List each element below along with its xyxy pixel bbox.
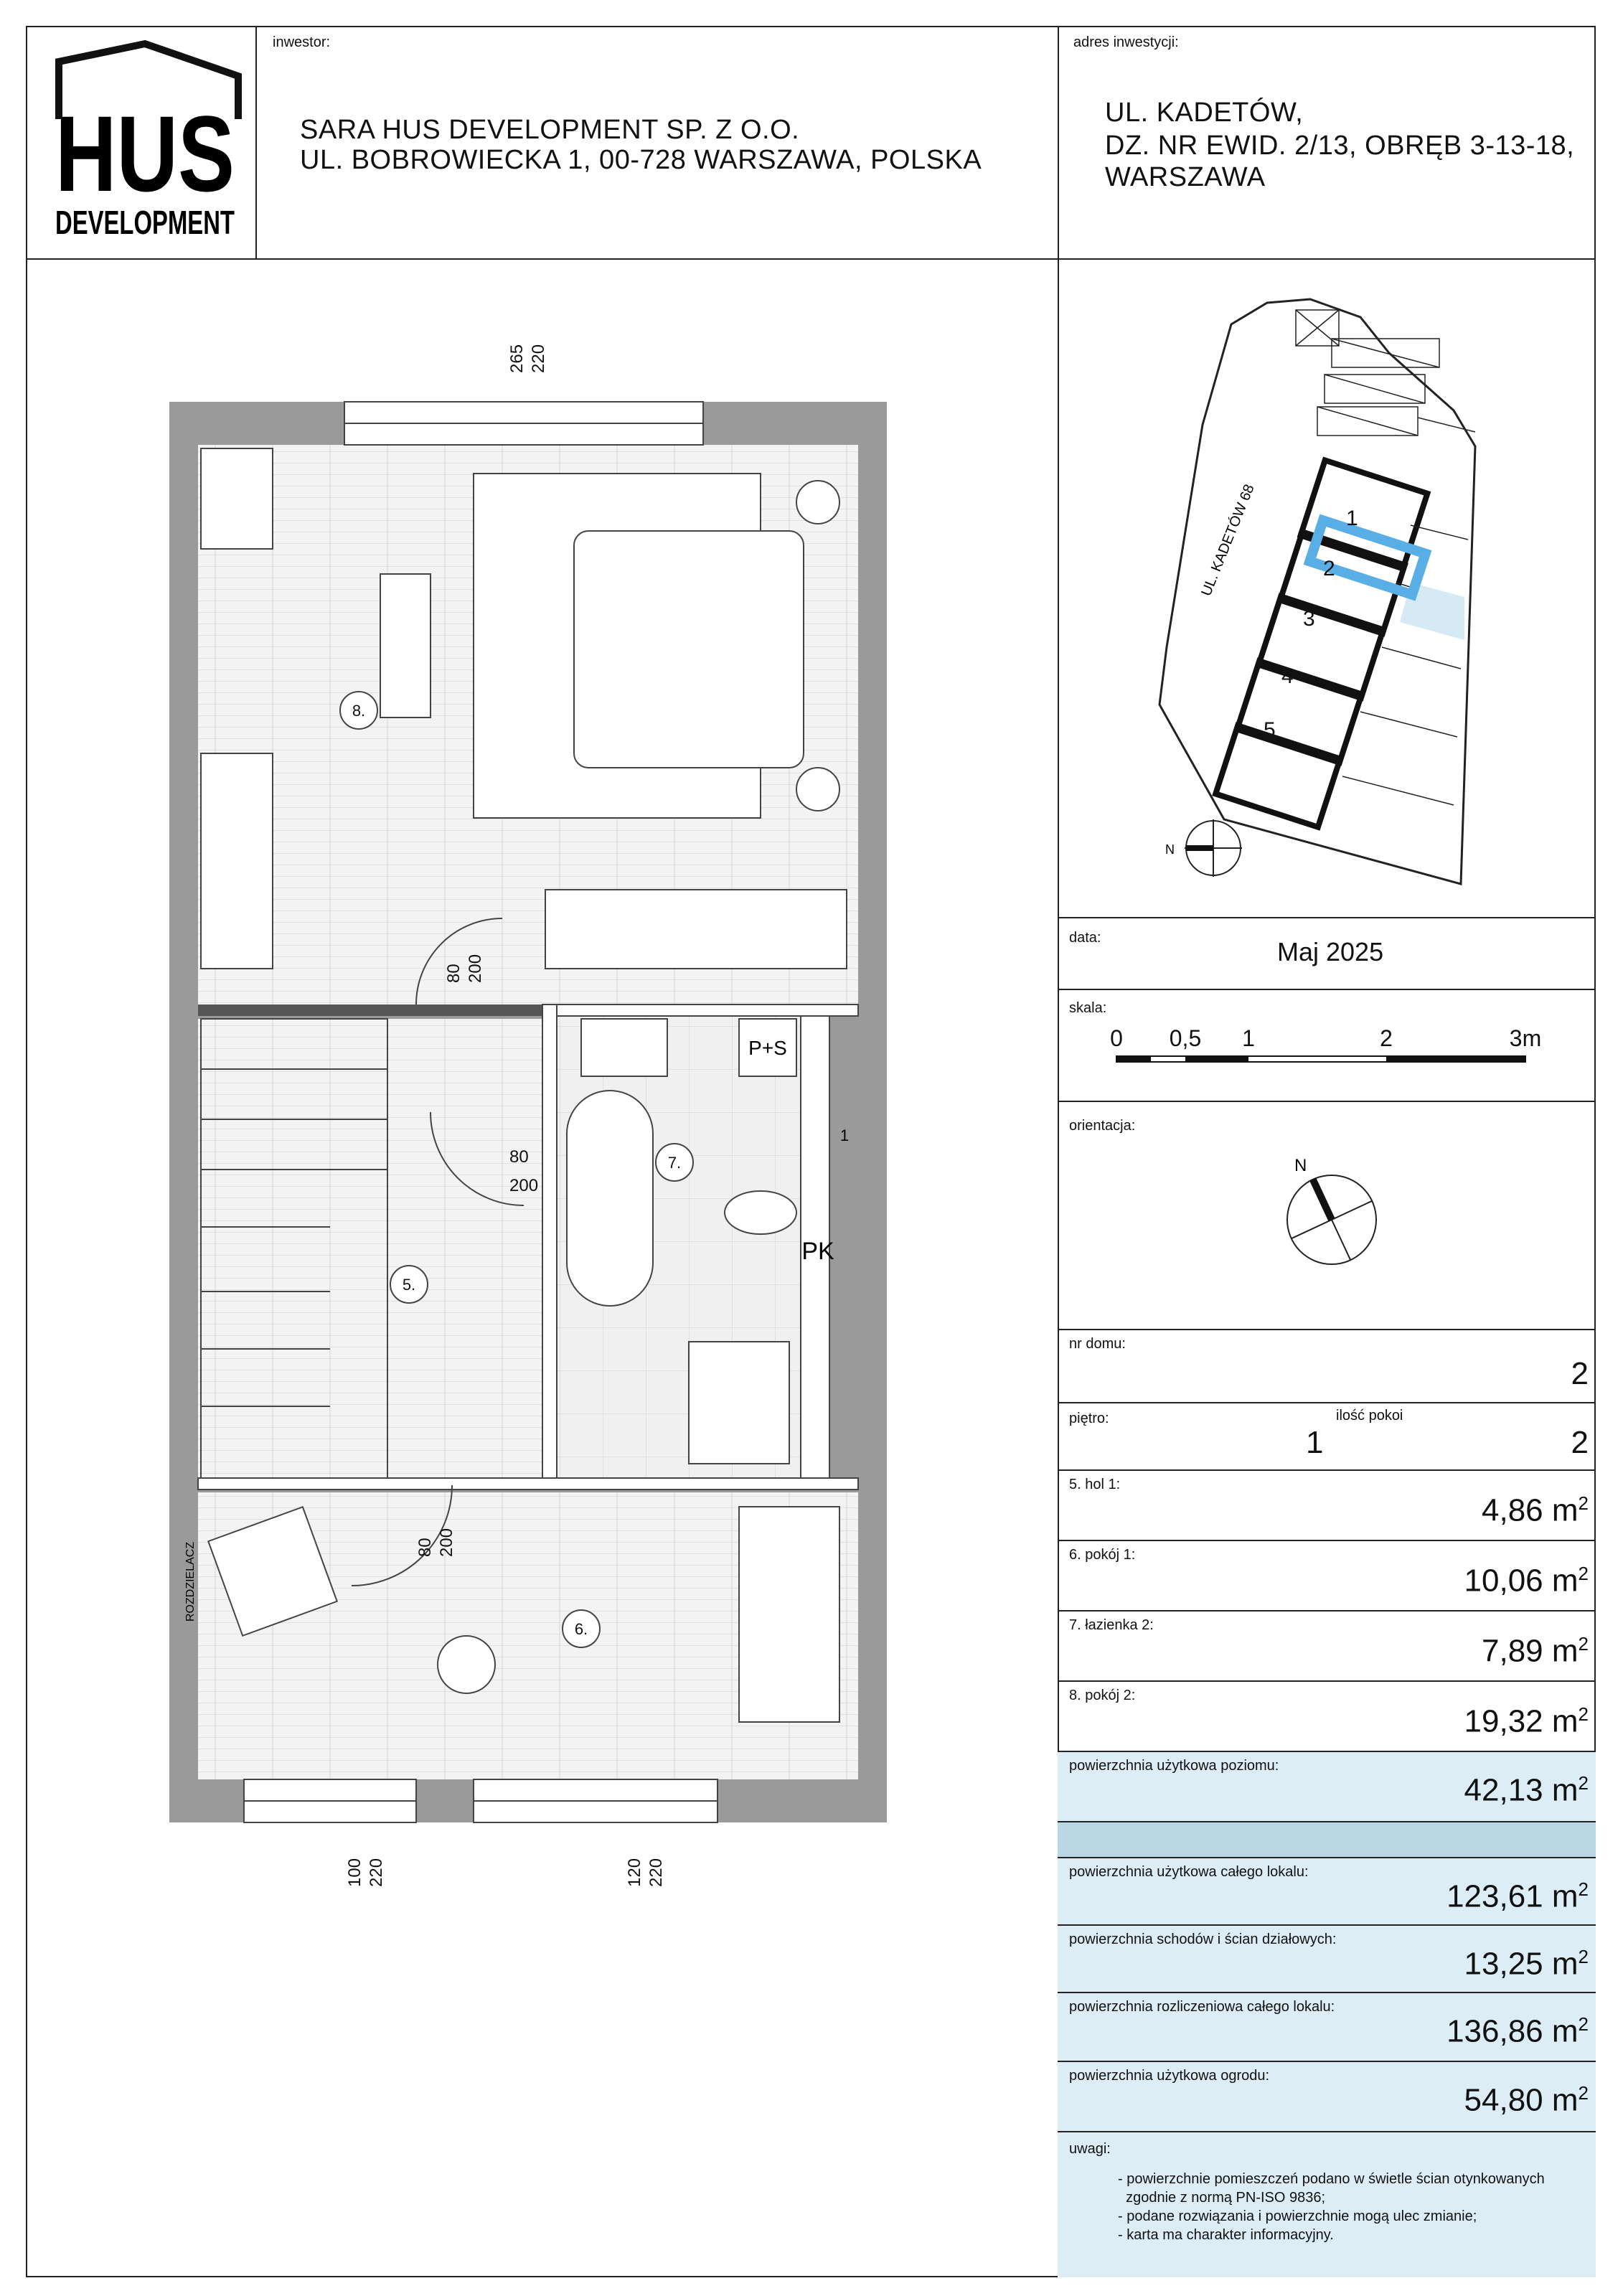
bed bbox=[574, 531, 804, 768]
note-line: - podane rozwiązania i powierzchnie mogą ulec zmianie; bbox=[1118, 2208, 1477, 2224]
wardrobe bbox=[201, 448, 273, 549]
row-line bbox=[1058, 989, 1596, 990]
site-line3: WARSZAWA bbox=[1105, 162, 1266, 192]
spacer-band bbox=[1058, 1822, 1596, 1857]
key-plan bbox=[1059, 260, 1596, 917]
scale-bar bbox=[1059, 1017, 1596, 1096]
note-line: - karta ma charakter informacyjny. bbox=[1118, 2227, 1334, 2243]
scale-tick: 2 bbox=[1380, 1025, 1393, 1051]
distributor-label: ROZDZIELACZ bbox=[184, 1541, 197, 1622]
dim-bl-a: 100 bbox=[345, 1858, 364, 1887]
room-area: 7,89 $m^2$ bbox=[1482, 1633, 1589, 1669]
shaft-label: 1 bbox=[839, 1126, 850, 1144]
row-line bbox=[1058, 917, 1596, 918]
site-line1: UL. KADETÓW, bbox=[1105, 98, 1304, 128]
plant-icon bbox=[796, 481, 839, 524]
room-number: 8. bbox=[352, 702, 366, 720]
row-line bbox=[1058, 1924, 1596, 1926]
keyplan-street: UL. KADETÓW 68 bbox=[1198, 482, 1258, 598]
dim-top-a: 265 bbox=[507, 344, 527, 373]
wardrobe bbox=[545, 890, 847, 969]
total-value: 123,61 $m^2$ bbox=[1446, 1878, 1589, 1914]
investor-label: inwestor: bbox=[273, 34, 331, 50]
date-value: Maj 2025 bbox=[1277, 937, 1384, 966]
investor-name: SARA HUS DEVELOPMENT SP. Z O.O. bbox=[300, 115, 800, 145]
washbasin bbox=[581, 1019, 667, 1076]
room-number: 7. bbox=[667, 1154, 682, 1172]
row-line bbox=[1058, 1992, 1596, 1993]
room-area: 10,06 $m^2$ bbox=[1464, 1563, 1589, 1599]
plant-icon bbox=[796, 768, 839, 811]
room-number: 5. bbox=[402, 1276, 416, 1294]
notes-list bbox=[1118, 2170, 1577, 2244]
plant-icon bbox=[438, 1636, 495, 1693]
note-line: zgodnie z normą PN-ISO 9836; bbox=[1118, 2190, 1326, 2206]
row-line bbox=[1058, 1680, 1596, 1682]
note-line: - powierzchnie pomieszczeń podano w świetle ścian otynkowanych bbox=[1118, 2171, 1545, 2187]
room-label: 6. pokój 1: bbox=[1069, 1547, 1136, 1563]
rooms-count-label: ilość pokoi bbox=[1336, 1408, 1403, 1424]
row-line bbox=[1058, 1469, 1596, 1471]
door-dim-b: 200 bbox=[509, 1176, 539, 1195]
row-line bbox=[1058, 1610, 1596, 1612]
notes-label: uwagi: bbox=[1069, 2141, 1111, 2157]
door-dim-a: 80 bbox=[444, 964, 464, 983]
door-dim-b: 200 bbox=[437, 1528, 456, 1557]
scale-tick: 3m bbox=[1509, 1025, 1542, 1051]
total-label: powierzchnia użytkowa całego lokalu: bbox=[1069, 1864, 1309, 1880]
row-line bbox=[1058, 1540, 1596, 1541]
total-value: 136,86 $m^2$ bbox=[1446, 2013, 1589, 2049]
site-label: adres inwestycji: bbox=[1073, 34, 1179, 50]
room-area: 19,32 $m^2$ bbox=[1464, 1703, 1589, 1739]
interior-wall bbox=[198, 1004, 542, 1016]
dim-br-a: 120 bbox=[625, 1858, 644, 1887]
shower bbox=[689, 1342, 789, 1464]
room-label: 7. łazienka 2: bbox=[1069, 1617, 1154, 1633]
house-value: 2 bbox=[1571, 1356, 1589, 1391]
total-label: powierzchnia rozliczeniowa całego lokalu: bbox=[1069, 1999, 1335, 2015]
company-logo bbox=[44, 40, 245, 241]
investor-address: UL. BOBROWIECKA 1, 00-728 WARSZAWA, POLSKA bbox=[300, 145, 982, 175]
toilet bbox=[725, 1191, 796, 1234]
keyplan-unit-2: 2 bbox=[1323, 557, 1335, 580]
logo-sub-text: DEVELOPMENT bbox=[55, 204, 235, 241]
dim-top-b: 220 bbox=[529, 344, 548, 373]
dim-br-b: 220 bbox=[646, 1858, 666, 1887]
interior-wall bbox=[198, 1478, 858, 1490]
interior-wall bbox=[557, 1004, 858, 1016]
keyplan-unit-3: 3 bbox=[1303, 607, 1315, 631]
dim-bl-b: 220 bbox=[367, 1858, 386, 1887]
compass-north: N bbox=[1294, 1156, 1307, 1175]
keyplan-north: N bbox=[1165, 842, 1175, 857]
total-value: 42,13 $m^2$ bbox=[1464, 1772, 1589, 1808]
scale-tick: 0 bbox=[1110, 1025, 1123, 1051]
row-line bbox=[1058, 1329, 1596, 1330]
orientation-label: orientacja: bbox=[1069, 1118, 1136, 1134]
total-value: 54,80 $m^2$ bbox=[1464, 2082, 1589, 2118]
wardrobe bbox=[201, 753, 273, 969]
door-dim-b: 200 bbox=[466, 954, 485, 983]
pk-label: PK bbox=[801, 1238, 834, 1265]
keyplan-unit-1: 1 bbox=[1346, 507, 1358, 530]
logo-divider bbox=[255, 26, 257, 260]
room-label: 5. hol 1: bbox=[1069, 1477, 1121, 1492]
floor-value: 1 bbox=[1306, 1425, 1324, 1460]
house-label: nr domu: bbox=[1069, 1336, 1126, 1352]
keyplan-unit-4: 4 bbox=[1281, 664, 1294, 688]
date-label: data: bbox=[1069, 930, 1101, 946]
total-label: powierzchnia schodów i ścian działowych: bbox=[1069, 1932, 1337, 1947]
total-value: 13,25 $m^2$ bbox=[1464, 1946, 1589, 1982]
bench bbox=[380, 574, 431, 718]
row-line bbox=[1058, 1402, 1596, 1403]
row-line bbox=[1058, 1101, 1596, 1102]
keyplan-unit-5: 5 bbox=[1264, 718, 1276, 742]
desk bbox=[739, 1507, 839, 1722]
room-number: 6. bbox=[574, 1620, 588, 1638]
ps-label: P+S bbox=[748, 1037, 787, 1059]
door-dim-a: 80 bbox=[415, 1538, 435, 1557]
scale-label: skala: bbox=[1069, 1000, 1107, 1016]
door-dim-a: 80 bbox=[509, 1147, 529, 1167]
scale-tick: 1 bbox=[1242, 1025, 1255, 1051]
scale-tick: 0,5 bbox=[1169, 1025, 1202, 1051]
logo-main-text: HUS bbox=[55, 93, 235, 214]
bathtub bbox=[567, 1091, 653, 1306]
floor-plan bbox=[129, 337, 911, 1916]
interior-wall bbox=[542, 1004, 557, 1478]
compass-icon bbox=[1274, 1155, 1389, 1270]
row-line bbox=[1058, 2061, 1596, 2062]
total-label: powierzchnia użytkowa poziomu: bbox=[1069, 1758, 1279, 1774]
total-label: powierzchnia użytkowa ogrodu: bbox=[1069, 2068, 1270, 2084]
room-label: 8. pokój 2: bbox=[1069, 1688, 1136, 1703]
site-line2: DZ. NR EWID. 2/13, OBRĘB 3-13-18, bbox=[1105, 131, 1575, 161]
floor-label: piętro: bbox=[1069, 1411, 1109, 1426]
room-area: 4,86 $m^2$ bbox=[1482, 1492, 1589, 1528]
rooms-count-value: 2 bbox=[1571, 1425, 1589, 1460]
